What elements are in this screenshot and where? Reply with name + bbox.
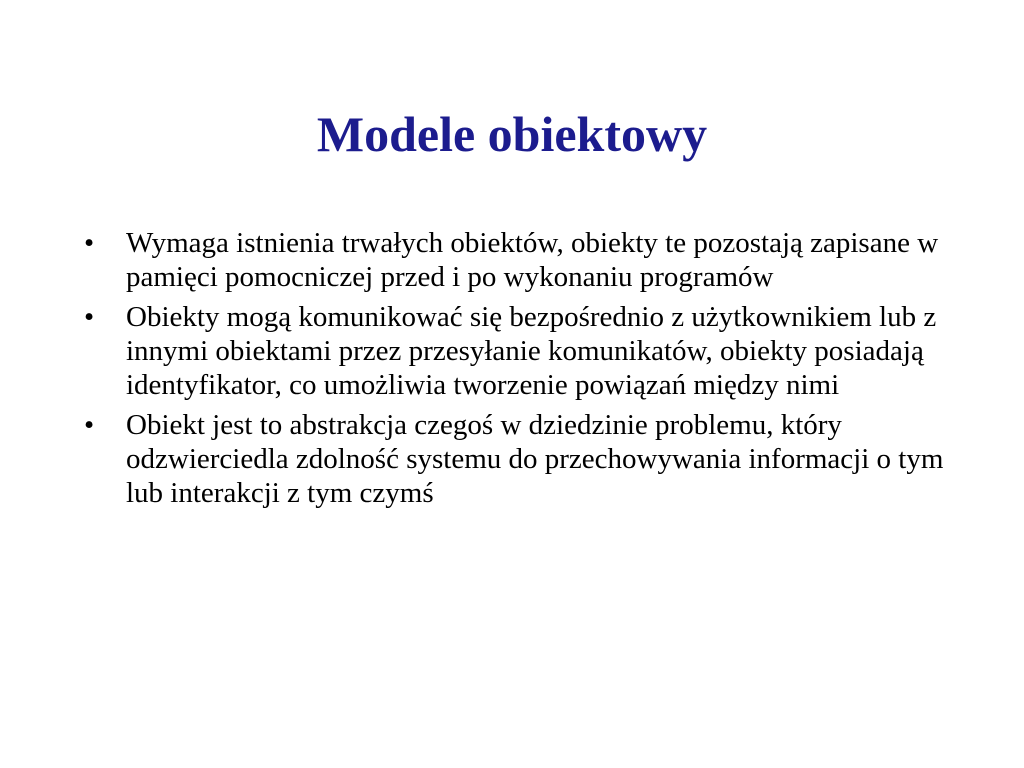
bullet-text: Obiekt jest to abstrakcja czegoś w dziedzinie problemu, który odzwierciedla zdolność systemu do przechowywania informacji o tym lub interakcji z tym czymś [126, 409, 944, 509]
bullet-item-3 [84, 408, 964, 510]
bullet-item-1 [84, 226, 964, 294]
bullet-item-2 [84, 300, 964, 402]
bullet-marker: • [84, 301, 95, 333]
bullet-list [84, 226, 964, 516]
bullet-marker: • [84, 409, 95, 441]
bullet-marker: • [84, 227, 95, 259]
bullet-text: Wymaga istnienia trwałych obiektów, obiekty te pozostają zapisane w pamięci pomocniczej przed i po wykonaniu programów [126, 227, 939, 293]
slide-title: Modele obiektowy [316, 106, 708, 162]
bullet-text: Obiekty mogą komunikować się bezpośrednio z użytkownikiem lub z innymi obiektami przez przesyłanie komunikatów, obiekty posiadają identyfikator, co umożliwia tworzenie powiązań między nimi [126, 301, 937, 401]
